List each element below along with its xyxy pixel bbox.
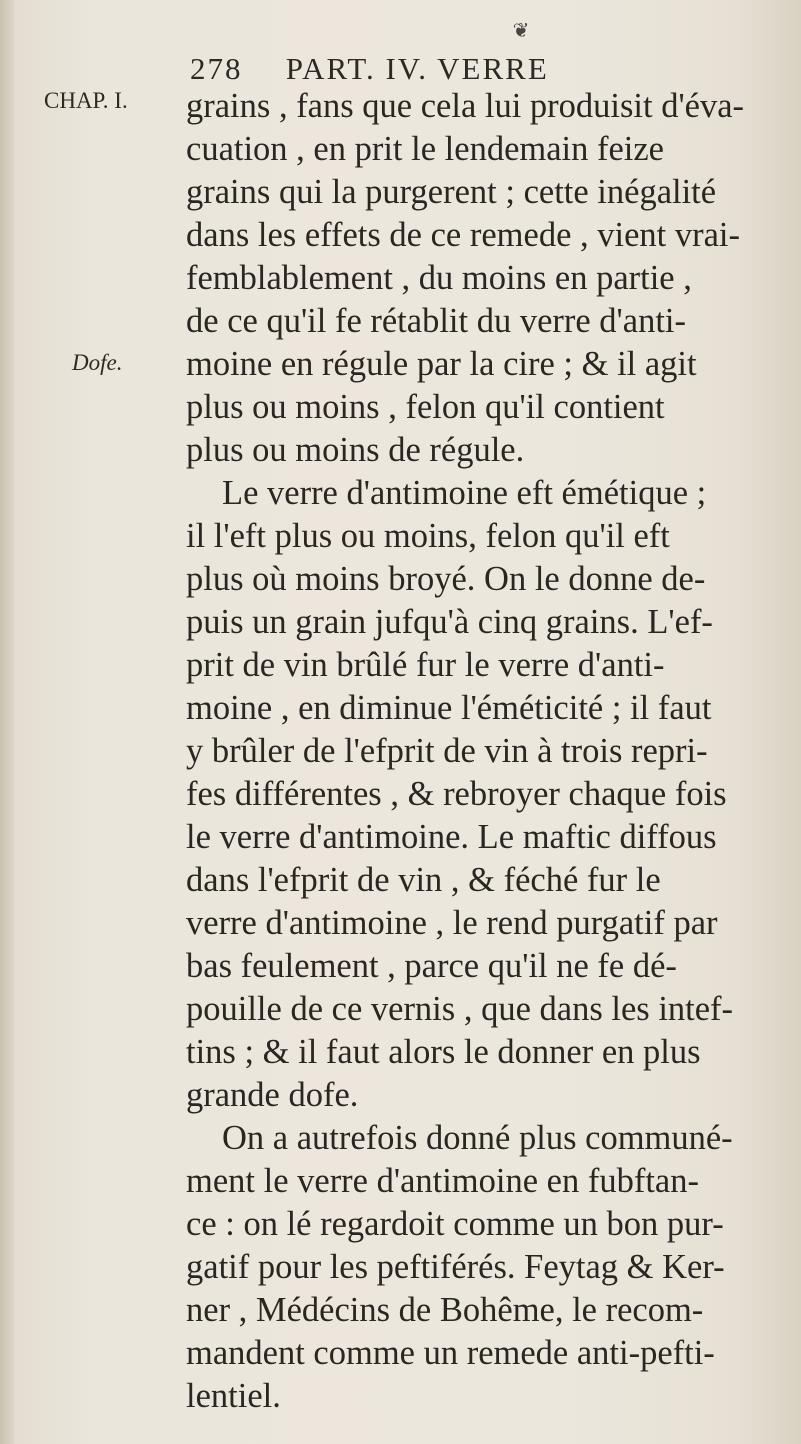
page-number: 278 xyxy=(190,51,243,86)
text-line: fes différentes , & rebroyer chaque fois xyxy=(186,775,727,813)
text-line: moine en régule par la cire ; & il agit xyxy=(186,345,697,383)
text-line: gatif pour les peftiférés. Feytag & Ker- xyxy=(186,1248,725,1286)
text-line: de ce qu'il fe rétablit du verre d'anti- xyxy=(186,302,686,340)
paragraph-start-line: Le verre d'antimoine eft émétique ; xyxy=(222,474,707,512)
text-line: grains , fans que cela lui produisit d'éva- xyxy=(186,87,745,125)
text-line: femblablement , du moins en partie , xyxy=(186,259,692,297)
page-left-edge xyxy=(0,0,14,1444)
text-line: moine , en diminue l'éméticité ; il faut xyxy=(186,689,712,727)
text-line: cuation , en prit le lendemain feize xyxy=(186,130,664,168)
text-line: dans l'efprit de vin , & féché fur le xyxy=(186,861,661,899)
text-line: il l'eft plus ou moins, felon qu'il eft xyxy=(186,517,670,555)
text-line: le verre d'antimoine. Le maftic diffous xyxy=(186,818,717,856)
text-line: dans les effets de ce remede , vient vrai- xyxy=(186,216,740,254)
text-line: plus ou moins , felon qu'il contient xyxy=(186,388,665,426)
paragraph-start-line: On a autrefois donné plus communé- xyxy=(222,1119,733,1157)
text-line: puis un grain jufqu'à cinq grains. L'ef- xyxy=(186,603,713,641)
body-text xyxy=(186,85,801,1418)
text-line: tins ; & il faut alors le donner en plus xyxy=(186,1033,701,1071)
margin-note-dose: Dofe. xyxy=(72,350,123,375)
text-line: verre d'antimoine , le rend purgatif par xyxy=(186,904,718,942)
text-line: pouille de ce vernis , que dans les intef- xyxy=(186,990,734,1028)
text-line: y brûler de l'efprit de vin à trois repri- xyxy=(186,732,708,770)
text-line: ment le verre d'antimoine en fubftan- xyxy=(186,1162,699,1200)
text-line: ce : on lé regardoit comme un bon pur- xyxy=(186,1205,724,1243)
text-line: plus où moins broyé. On le donne de- xyxy=(186,560,706,598)
text-line: mandent comme un remede anti-pefti- xyxy=(186,1334,715,1372)
text-line: prit de vin brûlé fur le verre d'anti- xyxy=(186,646,665,684)
text-line: plus ou moins de régule. xyxy=(186,431,525,469)
text-line: ner , Médécins de Bohême, le recom- xyxy=(186,1291,704,1329)
text-line: grains qui la purgerent ; cette inégalité xyxy=(186,173,717,211)
page-header xyxy=(190,48,610,90)
text-line: bas feulement , parce qu'il ne fe dé- xyxy=(186,947,677,985)
text-line: lentiel. xyxy=(186,1377,281,1415)
ornament-icon: ❦ xyxy=(512,18,530,42)
running-head: PART. IV. VERRE xyxy=(285,51,549,86)
margin-note-chapter: CHAP. I. xyxy=(44,88,128,113)
text-line: grande dofe. xyxy=(186,1076,359,1114)
